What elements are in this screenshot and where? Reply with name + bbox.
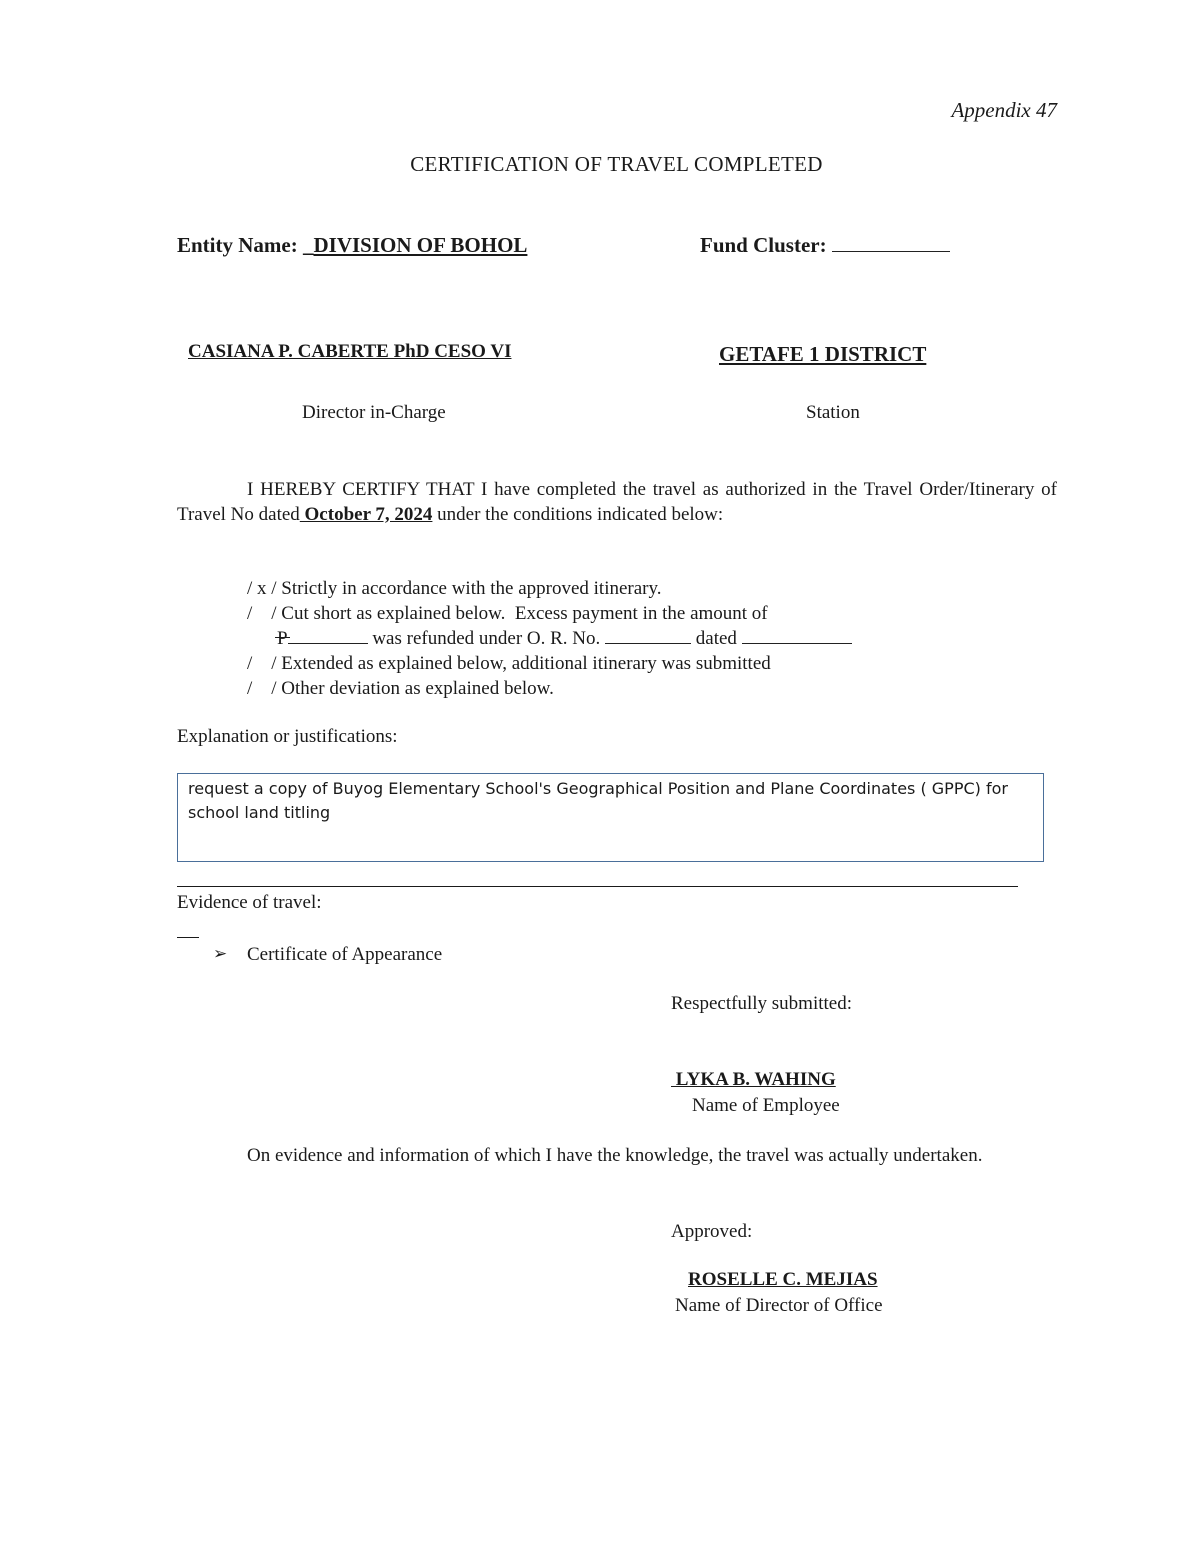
peso-sign-icon: P bbox=[277, 628, 288, 649]
fund-cluster-label: Fund Cluster: bbox=[700, 233, 827, 257]
explanation-text-box[interactable]: request a copy of Buyog Elementary School's Geographical Position and Plane Coordinates ( GPPC) for school land titling bbox=[177, 773, 1044, 862]
station-label: Station bbox=[806, 402, 860, 423]
condition-cut-short: / / Cut short as explained below. Excess payment in the amount of bbox=[247, 603, 768, 624]
refund-date-blank bbox=[742, 642, 852, 644]
employee-name-label: Name of Employee bbox=[692, 1095, 840, 1116]
attestation-text: On evidence and information of which I have the knowledge, the travel was actually undertaken. bbox=[247, 1145, 983, 1166]
director-in-charge-label: Director in-Charge bbox=[302, 402, 446, 423]
director-in-charge-name: CASIANA P. CABERTE PhD CESO VI bbox=[188, 341, 512, 362]
approving-director-name: ROSELLE C. MEJIAS bbox=[688, 1269, 878, 1290]
arrow-bullet-icon: ➢ bbox=[213, 944, 228, 964]
condition-strict: / x / Strictly in accordance with the approved itinerary. bbox=[247, 578, 662, 599]
fund-cluster-blank bbox=[832, 250, 950, 252]
attestation-paragraph bbox=[177, 1143, 1057, 1168]
short-dash-line bbox=[177, 937, 199, 938]
entity-name-field bbox=[177, 233, 527, 258]
fund-cluster-field bbox=[700, 233, 950, 258]
condition-extended: / / Extended as explained below, additional itinerary was submitted bbox=[247, 653, 771, 674]
divider-line bbox=[177, 886, 1018, 887]
station-name: GETAFE 1 DISTRICT bbox=[719, 342, 927, 366]
respectfully-submitted-label: Respectfully submitted: bbox=[671, 993, 853, 1014]
document-title: CERTIFICATION OF TRAVEL COMPLETED bbox=[410, 152, 823, 176]
appendix-number: Appendix 47 bbox=[951, 98, 1057, 122]
amount-blank bbox=[288, 642, 368, 644]
approved-label: Approved: bbox=[671, 1221, 753, 1242]
condition-refund-line bbox=[247, 626, 852, 651]
refund-dated-text: dated bbox=[691, 628, 742, 649]
approving-director-label: Name of Director of Office bbox=[675, 1295, 883, 1316]
employee-name: LYKA B. WAHING bbox=[671, 1069, 836, 1090]
certification-text-end: under the conditions indicated below: bbox=[432, 504, 724, 525]
certification-paragraph bbox=[177, 477, 1057, 527]
certification-text: I HEREBY CERTIFY THAT I have completed the travel as authorized in the Travel Order/Itinerary of Travel No dated bbox=[177, 479, 1057, 525]
travel-date: October 7, 2024 bbox=[299, 504, 433, 525]
entity-name-prefix: _ bbox=[302, 233, 314, 257]
evidence-label: Evidence of travel: bbox=[177, 892, 322, 913]
condition-other: / / Other deviation as explained below. bbox=[247, 678, 554, 699]
entity-name-label: Entity Name: bbox=[177, 233, 298, 257]
entity-name-value: DIVISION OF BOHOL bbox=[313, 233, 528, 257]
conditions-checklist bbox=[247, 576, 852, 701]
explanation-label: Explanation or justifications: bbox=[177, 726, 398, 747]
evidence-item: Certificate of Appearance bbox=[247, 944, 443, 965]
refund-text: was refunded under O. R. No. bbox=[367, 628, 606, 649]
or-number-blank bbox=[605, 642, 691, 644]
